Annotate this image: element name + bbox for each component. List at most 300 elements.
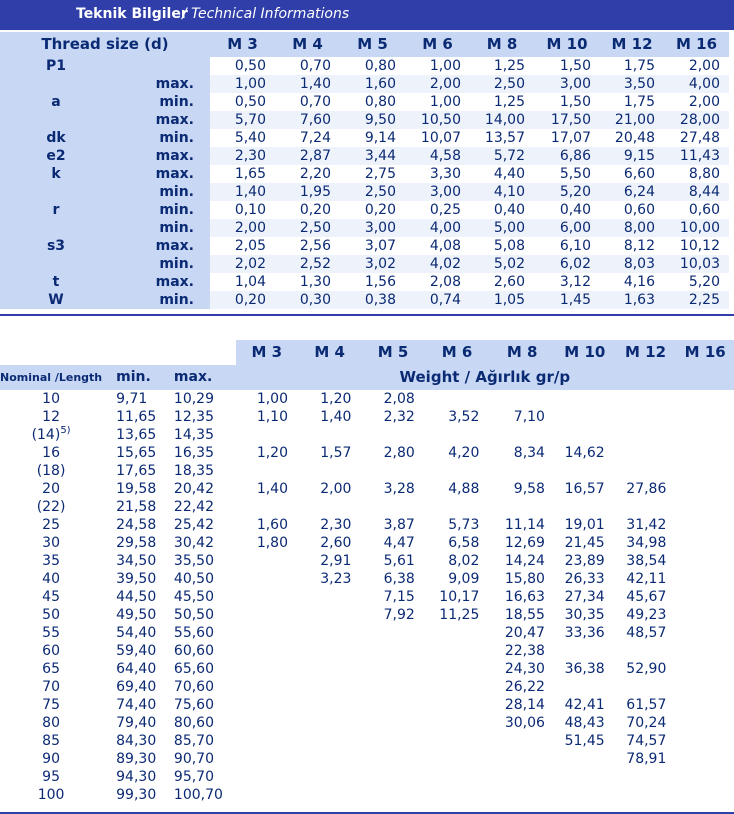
value-cell: 1,56 — [340, 273, 405, 291]
weight-cell: 7,10 — [513, 409, 545, 425]
nominal-length-value: 65 — [42, 661, 60, 677]
table1-row — [0, 219, 729, 237]
value-cell: 2,30 — [210, 147, 275, 165]
value-cell: 3,02 — [340, 255, 405, 273]
nominal-length-cell — [0, 426, 102, 444]
weight-cell — [676, 462, 734, 480]
weight-table — [0, 340, 734, 804]
weight-cell — [489, 390, 555, 408]
nominal-length-value: 55 — [42, 625, 60, 641]
weight-cell — [615, 498, 677, 516]
weight-cell — [676, 786, 734, 804]
length-max-cell: 10,29 — [173, 391, 215, 407]
weight-cell — [298, 498, 361, 516]
length-min-cell: 24,58 — [116, 517, 157, 533]
length-row — [0, 732, 734, 750]
size-header: M 3 — [210, 32, 275, 57]
nominal-length-cell — [0, 390, 102, 408]
length-max-cell: 20,42 — [173, 481, 215, 497]
weight-cell: 33,36 — [564, 625, 605, 641]
weight-cell: 34,98 — [626, 535, 667, 551]
weight-cell: 1,20 — [256, 445, 288, 461]
value-cell: 5,20 — [534, 183, 600, 201]
nominal-length-value: 80 — [42, 715, 60, 731]
length-min-cell: 59,40 — [116, 643, 157, 659]
length-max-cell: 25,42 — [173, 517, 215, 533]
nominal-length-value: 30 — [42, 535, 60, 551]
nominal-length-value: 70 — [42, 679, 60, 695]
weight-cell: 23,89 — [564, 553, 605, 569]
weight-cell — [236, 642, 298, 660]
value-cell: 2,00 — [405, 75, 470, 93]
weight-cell — [615, 408, 677, 426]
weight-cell — [676, 660, 734, 678]
weight-cell — [298, 624, 361, 642]
weight-cell: 7,92 — [383, 607, 415, 623]
nominal-length-value: 16 — [42, 445, 60, 461]
value-cell: 0,40 — [534, 201, 600, 219]
length-max-cell: 16,35 — [173, 445, 215, 461]
weight-cell — [555, 678, 615, 696]
weight-cell: 1,60 — [256, 517, 288, 533]
size-header: M 12 — [615, 340, 677, 365]
value-cell: 9,14 — [340, 129, 405, 147]
size-header: M 10 — [555, 340, 615, 365]
size-header: M 6 — [425, 340, 490, 365]
value-cell: 2,50 — [275, 219, 340, 237]
length-min-cell: 84,30 — [116, 733, 157, 749]
weight-cell — [236, 462, 298, 480]
limit-label: max. — [112, 165, 210, 183]
weight-cell: 61,57 — [626, 697, 667, 713]
value-cell: 2,08 — [405, 273, 470, 291]
weight-cell — [425, 498, 490, 516]
param-label — [0, 255, 112, 273]
weight-cell — [361, 786, 424, 804]
size-header: M 5 — [361, 340, 424, 365]
length-row — [0, 714, 734, 732]
weight-cell — [676, 714, 734, 732]
limit-label: max. — [112, 147, 210, 165]
length-row — [0, 570, 734, 588]
nominal-length-cell — [0, 696, 102, 714]
value-cell: 17,50 — [534, 111, 600, 129]
weight-cell — [236, 660, 298, 678]
value-cell: 4,00 — [405, 219, 470, 237]
value-cell: 2,87 — [275, 147, 340, 165]
weight-cell — [615, 462, 677, 480]
weight-cell: 49,23 — [626, 607, 667, 623]
value-cell: 10,00 — [664, 219, 729, 237]
weight-cell: 1,10 — [256, 409, 288, 425]
length-min-cell: 99,30 — [116, 787, 157, 803]
weight-cell — [676, 408, 734, 426]
size-header: M 5 — [340, 32, 405, 57]
value-cell: 0,70 — [275, 57, 340, 75]
weight-cell — [236, 678, 298, 696]
weight-cell — [676, 498, 734, 516]
value-cell: 3,07 — [340, 237, 405, 255]
param-label: t — [0, 273, 112, 291]
weight-cell — [676, 444, 734, 462]
length-row — [0, 606, 734, 624]
nominal-length-value: 35 — [42, 553, 60, 569]
value-cell: 2,00 — [210, 219, 275, 237]
weight-cell: 8,02 — [448, 553, 480, 569]
limit-label: min. — [112, 219, 210, 237]
length-row — [0, 390, 734, 408]
nominal-length-cell — [0, 660, 102, 678]
length-min-cell: 39,50 — [116, 571, 157, 587]
length-min-cell: 54,40 — [116, 625, 157, 641]
table1-row — [0, 255, 729, 273]
value-cell: 4,10 — [470, 183, 534, 201]
weight-cell: 27,34 — [564, 589, 605, 605]
value-cell: 2,75 — [340, 165, 405, 183]
param-label — [0, 111, 112, 129]
weight-cell — [298, 660, 361, 678]
weight-cell: 48,43 — [564, 715, 605, 731]
value-cell: 8,03 — [600, 255, 664, 273]
nominal-length-cell — [0, 678, 102, 696]
weight-cell — [489, 750, 555, 768]
length-row — [0, 786, 734, 804]
thread-size-header: Thread size (d) — [0, 32, 210, 57]
value-cell: 1,60 — [340, 75, 405, 93]
value-cell: 11,43 — [664, 147, 729, 165]
weight-cell — [615, 678, 677, 696]
param-label — [0, 75, 112, 93]
weight-cell — [236, 786, 298, 804]
value-cell: 21,00 — [600, 111, 664, 129]
weight-cell — [676, 426, 734, 444]
value-cell: 1,05 — [470, 291, 534, 309]
weight-cell — [236, 624, 298, 642]
length-min-cell: 13,65 — [116, 427, 157, 443]
nominal-length-value: 20 — [42, 481, 60, 497]
nominal-length-header: Nominal /Length — [0, 365, 102, 390]
length-row — [0, 696, 734, 714]
weight-cell — [298, 786, 361, 804]
weight-cell: 2,08 — [383, 391, 415, 407]
weight-cell: 26,33 — [564, 571, 605, 587]
size-header: M 16 — [676, 340, 734, 365]
param-label — [0, 219, 112, 237]
length-min-cell: 49,50 — [116, 607, 157, 623]
table1-row — [0, 201, 729, 219]
value-cell: 9,15 — [600, 147, 664, 165]
value-cell: 2,50 — [470, 75, 534, 93]
length-row — [0, 678, 734, 696]
limit-label: min. — [112, 129, 210, 147]
limit-label: max. — [112, 273, 210, 291]
weight-cell — [298, 606, 361, 624]
value-cell: 5,50 — [534, 165, 600, 183]
weight-cell: 2,32 — [383, 409, 415, 425]
length-row — [0, 552, 734, 570]
size-header: M 8 — [470, 32, 534, 57]
value-cell: 1,45 — [534, 291, 600, 309]
length-row — [0, 768, 734, 786]
weight-cell — [615, 426, 677, 444]
value-cell: 8,00 — [600, 219, 664, 237]
weight-cell: 20,47 — [504, 625, 545, 641]
nominal-length-cell — [0, 570, 102, 588]
length-min-cell: 69,40 — [116, 679, 157, 695]
length-min-cell: 34,50 — [116, 553, 157, 569]
weight-cell — [555, 642, 615, 660]
weight-cell: 6,58 — [448, 535, 480, 551]
value-cell: 0,60 — [664, 201, 729, 219]
weight-cell — [676, 480, 734, 498]
weight-cell — [676, 642, 734, 660]
length-row — [0, 462, 734, 480]
weight-cell — [555, 462, 615, 480]
weight-cell: 22,38 — [504, 643, 545, 659]
value-cell: 0,80 — [340, 93, 405, 111]
weight-cell: 52,90 — [626, 661, 667, 677]
weight-cell — [615, 444, 677, 462]
length-row — [0, 408, 734, 426]
nominal-length-cell — [0, 534, 102, 552]
blank-cell — [0, 340, 236, 365]
length-min-cell: 64,40 — [116, 661, 157, 677]
nominal-length-cell — [0, 750, 102, 768]
length-min-cell: 79,40 — [116, 715, 157, 731]
weight-cell — [236, 732, 298, 750]
nominal-length-cell — [0, 516, 102, 534]
length-min-cell: 29,58 — [116, 535, 157, 551]
weight-header: Weight / Ağırlık gr/p — [236, 365, 734, 390]
value-cell: 3,00 — [534, 75, 600, 93]
weight-cell — [298, 642, 361, 660]
weight-cell: 1,00 — [256, 391, 288, 407]
table1-row — [0, 273, 729, 291]
weight-cell: 1,40 — [256, 481, 288, 497]
value-cell: 1,40 — [275, 75, 340, 93]
size-header: M 16 — [664, 32, 729, 57]
weight-cell: 4,88 — [448, 481, 480, 497]
nominal-length-cell — [0, 444, 102, 462]
value-cell: 5,40 — [210, 129, 275, 147]
value-cell: 2,56 — [275, 237, 340, 255]
value-cell: 27,48 — [664, 129, 729, 147]
table1-header-row — [0, 32, 729, 57]
nominal-length-value: (18) — [36, 463, 66, 479]
nominal-length-value: 12 — [42, 409, 60, 425]
weight-cell: 18,55 — [504, 607, 545, 623]
size-header: M 12 — [600, 32, 664, 57]
table1-row — [0, 237, 729, 255]
weight-cell — [676, 534, 734, 552]
value-cell: 6,00 — [534, 219, 600, 237]
value-cell: 4,58 — [405, 147, 470, 165]
weight-cell — [676, 516, 734, 534]
header-title-bar — [62, 0, 734, 30]
limit-label: min. — [112, 183, 210, 201]
weight-cell: 4,20 — [448, 445, 480, 461]
nominal-length-value: 25 — [42, 517, 60, 533]
value-cell: 2,02 — [210, 255, 275, 273]
weight-cell: 15,80 — [504, 571, 545, 587]
length-min-cell: 11,65 — [116, 409, 157, 425]
weight-cell: 27,86 — [626, 481, 667, 497]
nominal-length-cell — [0, 462, 102, 480]
weight-cell — [298, 678, 361, 696]
value-cell: 5,02 — [470, 255, 534, 273]
length-max-cell: 60,60 — [173, 643, 215, 659]
weight-cell: 16,57 — [564, 481, 605, 497]
value-cell: 8,44 — [664, 183, 729, 201]
weight-cell — [489, 498, 555, 516]
weight-cell — [676, 678, 734, 696]
nominal-length-value: 45 — [42, 589, 60, 605]
length-row — [0, 516, 734, 534]
weight-cell — [555, 750, 615, 768]
value-cell: 2,05 — [210, 237, 275, 255]
value-cell: 1,65 — [210, 165, 275, 183]
length-row — [0, 588, 734, 606]
param-label: W — [0, 291, 112, 309]
limit-label: min. — [112, 93, 210, 111]
weight-cell: 2,91 — [320, 553, 352, 569]
nominal-length-cell — [0, 480, 102, 498]
value-cell: 3,00 — [340, 219, 405, 237]
value-cell: 1,25 — [470, 93, 534, 111]
value-cell: 13,57 — [470, 129, 534, 147]
weight-cell — [361, 624, 424, 642]
weight-cell: 42,41 — [564, 697, 605, 713]
nominal-length-cell — [0, 552, 102, 570]
weight-cell — [361, 696, 424, 714]
weight-cell — [298, 696, 361, 714]
value-cell: 0,20 — [275, 201, 340, 219]
value-cell: 3,44 — [340, 147, 405, 165]
weight-cell: 74,57 — [626, 733, 667, 749]
length-max-cell: 22,42 — [173, 499, 215, 515]
limit-label: min. — [112, 255, 210, 273]
weight-cell: 2,80 — [383, 445, 415, 461]
weight-cell — [236, 426, 298, 444]
value-cell: 1,75 — [600, 93, 664, 111]
weight-cell — [425, 732, 490, 750]
value-cell: 9,50 — [340, 111, 405, 129]
length-row — [0, 426, 734, 444]
table1-row — [0, 57, 729, 75]
weight-cell — [425, 462, 490, 480]
value-cell: 0,70 — [275, 93, 340, 111]
dimensions-table — [0, 32, 729, 309]
nominal-length-value: (22) — [36, 499, 66, 515]
weight-cell: 2,60 — [320, 535, 352, 551]
weight-cell — [361, 660, 424, 678]
weight-cell — [298, 750, 361, 768]
value-cell: 1,00 — [210, 75, 275, 93]
value-cell: 1,25 — [470, 57, 534, 75]
weight-cell: 2,00 — [320, 481, 352, 497]
length-min-cell: 94,30 — [116, 769, 157, 785]
weight-cell — [489, 462, 555, 480]
value-cell: 0,60 — [600, 201, 664, 219]
value-cell: 0,20 — [210, 291, 275, 309]
nominal-length-value: 100 — [37, 787, 65, 803]
weight-cell: 8,34 — [513, 445, 545, 461]
length-max-cell: 85,70 — [173, 733, 215, 749]
length-row — [0, 624, 734, 642]
table1-row — [0, 75, 729, 93]
value-cell: 4,08 — [405, 237, 470, 255]
weight-cell — [555, 498, 615, 516]
weight-cell — [615, 390, 677, 408]
length-min-cell: 89,30 — [116, 751, 157, 767]
length-max-cell: 35,50 — [173, 553, 215, 569]
value-cell: 0,50 — [210, 57, 275, 75]
table2-size-row — [0, 340, 734, 365]
weight-cell: 1,20 — [320, 391, 352, 407]
weight-cell: 5,61 — [383, 553, 415, 569]
value-cell: 1,63 — [600, 291, 664, 309]
nominal-length-value: 50 — [42, 607, 60, 623]
length-max-cell: 12,35 — [173, 409, 215, 425]
weight-cell — [425, 426, 490, 444]
weight-cell — [236, 750, 298, 768]
weight-cell: 3,23 — [320, 571, 352, 587]
weight-cell: 9,58 — [513, 481, 545, 497]
limit-label: max. — [112, 75, 210, 93]
table1-row — [0, 183, 729, 201]
header-accent — [0, 0, 62, 30]
value-cell: 4,16 — [600, 273, 664, 291]
length-max-cell: 40,50 — [173, 571, 215, 587]
length-max-cell: 100,70 — [173, 787, 223, 803]
length-row — [0, 480, 734, 498]
weight-cell — [676, 768, 734, 786]
weight-cell: 19,01 — [564, 517, 605, 533]
value-cell: 10,12 — [664, 237, 729, 255]
weight-cell — [298, 462, 361, 480]
weight-cell: 21,45 — [564, 535, 605, 551]
value-cell: 1,95 — [275, 183, 340, 201]
limit-label — [112, 57, 210, 75]
limit-label: max. — [112, 237, 210, 255]
value-cell: 0,10 — [210, 201, 275, 219]
nominal-length-value: 95 — [42, 769, 60, 785]
weight-cell: 1,80 — [256, 535, 288, 551]
length-max-cell: 14,35 — [173, 427, 215, 443]
value-cell: 1,30 — [275, 273, 340, 291]
weight-cell — [676, 606, 734, 624]
param-label: k — [0, 165, 112, 183]
weight-cell — [425, 678, 490, 696]
length-max-cell: 90,70 — [173, 751, 215, 767]
nominal-length-cell — [0, 408, 102, 426]
param-label — [0, 183, 112, 201]
weight-cell — [425, 750, 490, 768]
weight-cell — [236, 714, 298, 732]
weight-cell — [361, 426, 424, 444]
value-cell: 0,38 — [340, 291, 405, 309]
header-title: Teknik Bilgiler — [76, 6, 188, 22]
weight-cell: 10,17 — [439, 589, 480, 605]
weight-cell — [361, 732, 424, 750]
length-max-cell: 45,50 — [173, 589, 215, 605]
value-cell: 7,60 — [275, 111, 340, 129]
length-min-cell: 17,65 — [116, 463, 157, 479]
value-cell: 5,20 — [664, 273, 729, 291]
weight-cell: 7,15 — [383, 589, 415, 605]
weight-cell — [236, 588, 298, 606]
weight-cell: 28,14 — [504, 697, 545, 713]
